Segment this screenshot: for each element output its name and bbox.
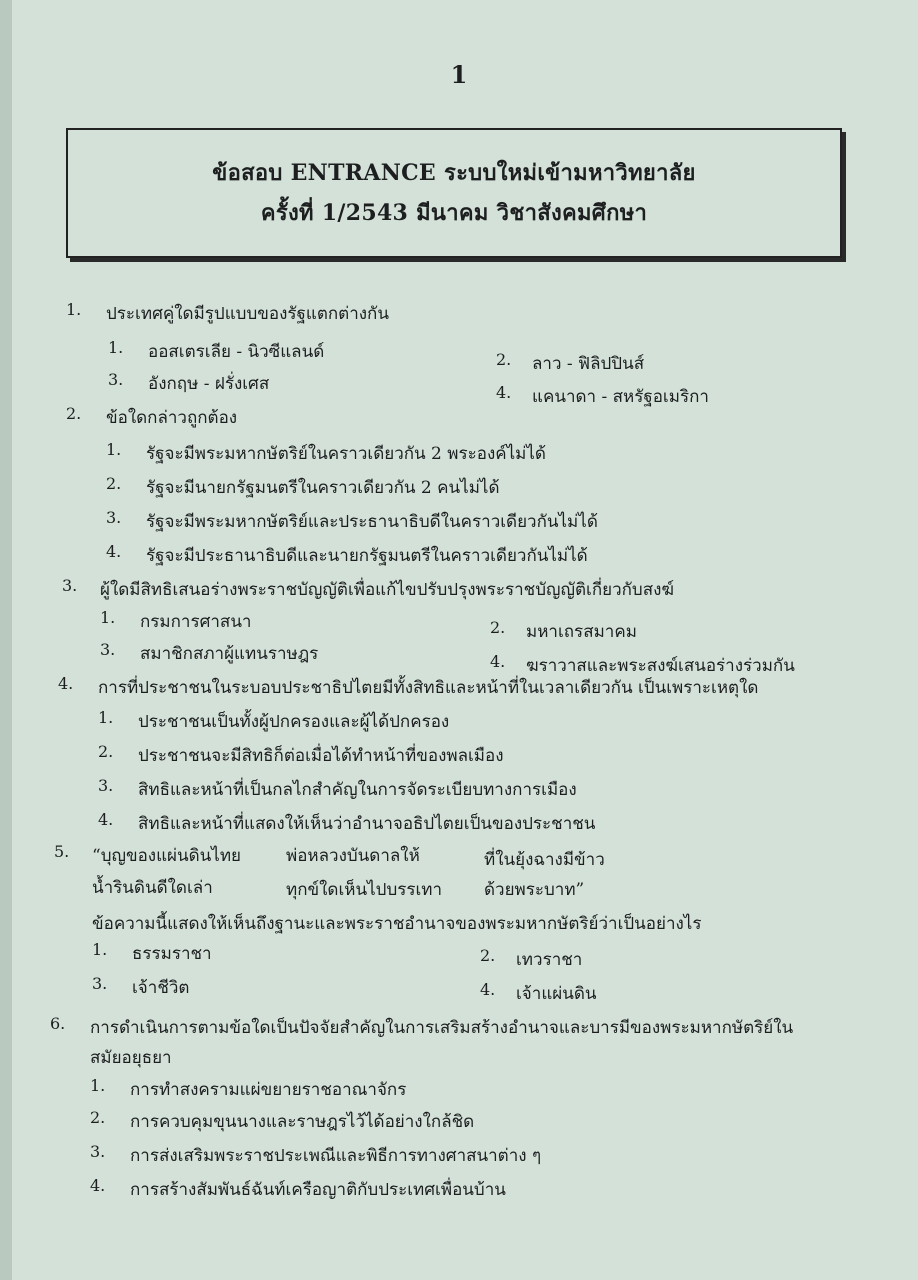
question-1-choice-3-number: 3.: [108, 370, 124, 389]
question-1-choice-1: ออสเตรเลีย - นิวซีแลนด์: [148, 342, 325, 362]
question-2-choice-2-number: 2.: [106, 474, 122, 493]
question-3-choice-4: ฆราวาสและพระสงฆ์เสนอร่างร่วมกัน: [526, 656, 795, 676]
question-2-choice-3-number: 3.: [106, 508, 122, 527]
question-6-choice-3: การส่งเสริมพระราชประเพณีและพิธีการทางศาสนาต่าง ๆ: [130, 1146, 542, 1166]
question-3-choice-1-number: 1.: [100, 608, 116, 627]
question-4-choice-3: สิทธิและหน้าที่เป็นกลไกสำคัญในการจัดระเบียบทางการเมือง: [138, 780, 577, 800]
question-5-poem-line-1c: ที่ในยุ้งฉางมีข้าว: [484, 850, 605, 870]
question-6-choice-4: การสร้างสัมพันธ์ฉันท์เครือญาติกับประเทศเพื่อนบ้าน: [130, 1180, 506, 1200]
question-5-choice-3: เจ้าชีวิต: [132, 978, 190, 998]
question-5-poem-line-2b: ทุกข์ใดเห็นไปบรรเทา: [286, 880, 443, 900]
question-1-text: ประเทศคู่ใดมีรูปแบบของรัฐแตกต่างกัน: [106, 304, 389, 324]
question-5-poem-line-1b: พ่อหลวงบันดาลให้: [286, 846, 420, 866]
question-5-choice-4-number: 4.: [480, 980, 496, 999]
question-1-choice-4: แคนาดา - สหรัฐอเมริกา: [532, 387, 709, 407]
question-3-choice-3: สมาชิกสภาผู้แทนราษฎร: [140, 644, 319, 664]
question-5-poem-line-2a: น้ำรินดินดีใดเล่า: [92, 878, 213, 898]
page-binding-edge: [0, 0, 12, 1280]
question-6-choice-1-number: 1.: [90, 1076, 106, 1095]
question-6-choice-2-number: 2.: [90, 1108, 106, 1127]
question-5-text: ข้อความนี้แสดงให้เห็นถึงฐานะและพระราชอำนาจของพระมหากษัตริย์ว่าเป็นอย่างไร: [92, 914, 702, 934]
question-6-text: การดำเนินการตามข้อใดเป็นปัจจัยสำคัญในการเสริมสร้างอำนาจและบารมีของพระมหากษัตริย์ใน: [90, 1018, 794, 1038]
exam-title-line-1: ข้อสอบ ENTRANCE ระบบใหม่เข้ามหาวิทยาลัย: [212, 160, 696, 186]
question-5-choice-3-number: 3.: [92, 974, 108, 993]
question-3-number: 3.: [62, 576, 78, 595]
question-4-text: การที่ประชาชนในระบอบประชาธิปไตยมีทั้งสิทธิและหน้าที่ในเวลาเดียวกัน เป็นเพราะเหตุใด: [98, 678, 759, 698]
question-5-poem-line-2c: ด้วยพระบาท”: [484, 880, 585, 900]
question-1-number: 1.: [66, 300, 82, 319]
question-3-choice-2: มหาเถรสมาคม: [526, 622, 637, 642]
question-4-choice-4-number: 4.: [98, 810, 114, 829]
question-3-choice-2-number: 2.: [490, 618, 506, 637]
question-5-poem-line-1a: “บุญของแผ่นดินไทย: [92, 846, 242, 866]
question-1-choice-2: ลาว - ฟิลิปปินส์: [532, 354, 645, 374]
page-number: 1: [450, 60, 468, 89]
question-3-choice-3-number: 3.: [100, 640, 116, 659]
question-4-choice-4: สิทธิและหน้าที่แสดงให้เห็นว่าอำนาจอธิปไตยเป็นของประชาชน: [138, 814, 596, 834]
question-6-choice-2: การควบคุมขุนนางและราษฎรไว้ได้อย่างใกล้ชิด: [130, 1112, 475, 1132]
question-2-choice-2: รัฐจะมีนายกรัฐมนตรีในคราวเดียวกัน 2 คนไม่ได้: [146, 478, 500, 498]
question-2-choice-4-number: 4.: [106, 542, 122, 561]
question-3-choice-4-number: 4.: [490, 652, 506, 671]
question-1-choice-2-number: 2.: [496, 350, 512, 369]
question-6-choice-1: การทำสงครามแผ่ขยายราชอาณาจักร: [130, 1080, 407, 1100]
question-2-choice-1-number: 1.: [106, 440, 122, 459]
question-4-choice-2: ประชาชนจะมีสิทธิก็ต่อเมื่อได้ทำหน้าที่ของพลเมือง: [138, 746, 504, 766]
question-5-choice-2-number: 2.: [480, 946, 496, 965]
question-2-number: 2.: [66, 404, 82, 423]
question-2-choice-1: รัฐจะมีพระมหากษัตริย์ในคราวเดียวกัน 2 พระองค์ไม่ได้: [146, 444, 546, 464]
question-1-choice-1-number: 1.: [108, 338, 124, 357]
question-6-number: 6.: [50, 1014, 66, 1033]
question-4-choice-1: ประชาชนเป็นทั้งผู้ปกครองและผู้ได้ปกครอง: [138, 712, 450, 732]
question-3-text: ผู้ใดมีสิทธิเสนอร่างพระราชบัญญัติเพื่อแก้ไขปรับปรุงพระราชบัญญัติเกี่ยวกับสงฆ์: [100, 580, 674, 600]
question-6-text-line-2: สมัยอยุธยา: [90, 1048, 172, 1068]
question-2-choice-3: รัฐจะมีพระมหากษัตริย์และประธานาธิบดีในคราวเดียวกันไม่ได้: [146, 512, 598, 532]
question-4-number: 4.: [58, 674, 74, 693]
exam-title-line-2: ครั้งที่ 1/2543 มีนาคม วิชาสังคมศึกษา: [260, 200, 648, 226]
question-4-choice-3-number: 3.: [98, 776, 114, 795]
question-1-choice-3: อังกฤษ - ฝรั่งเศส: [148, 374, 270, 394]
question-6-choice-4-number: 4.: [90, 1176, 106, 1195]
question-4-choice-1-number: 1.: [98, 708, 114, 727]
question-2-choice-4: รัฐจะมีประธานาธิบดีและนายกรัฐมนตรีในคราวเดียวกันไม่ได้: [146, 546, 588, 566]
question-3-choice-1: กรมการศาสนา: [140, 612, 252, 632]
question-6-choice-3-number: 3.: [90, 1142, 106, 1161]
question-5-choice-1-number: 1.: [92, 940, 108, 959]
exam-title-box: [66, 128, 842, 258]
question-5-choice-4: เจ้าแผ่นดิน: [516, 984, 597, 1004]
question-2-text: ข้อใดกล่าวถูกต้อง: [106, 408, 238, 428]
question-4-choice-2-number: 2.: [98, 742, 114, 761]
question-5-choice-1: ธรรมราชา: [132, 944, 212, 964]
question-5-choice-2: เทวราชา: [516, 950, 583, 970]
question-1-choice-4-number: 4.: [496, 383, 512, 402]
question-5-number: 5.: [54, 842, 70, 861]
